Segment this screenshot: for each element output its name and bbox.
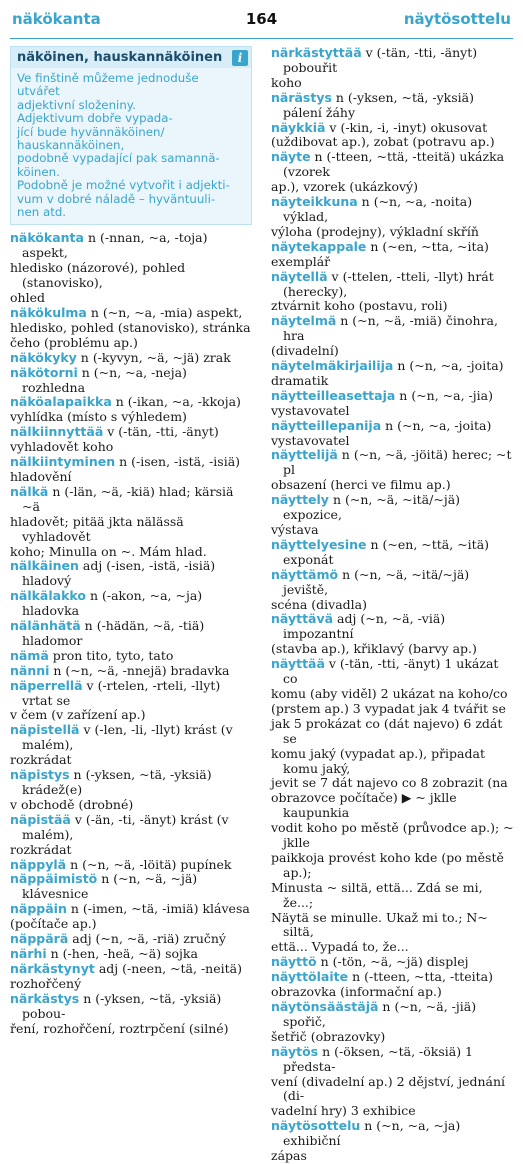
entry-line: näppylä n (~n, ~ä, -löitä) pupínek <box>10 856 232 872</box>
entry-line: scéna (divadla) <box>271 596 368 612</box>
info-line: vum v dobré náladě – hyväntuuli- <box>17 191 216 206</box>
headword: näyteikkuna <box>271 194 358 210</box>
headword: näpistellä <box>10 722 80 738</box>
entry-line: närästys n (-yksen, ~tä, -yksiä) pálení žáhy <box>271 89 474 120</box>
entry-line: vení (divadelní ap.) 2 dějství, jednání (di- <box>271 1073 506 1104</box>
headword: närkästys <box>10 990 80 1006</box>
entry-line: jak 5 prokázat co (dát najevo) 6 zdát se <box>271 715 503 746</box>
headword: näperrellä <box>10 677 83 693</box>
entry-line: šetřič (obrazovky) <box>271 1028 386 1044</box>
headword: näkökulma <box>10 305 87 320</box>
info-box-title: näköinen, hauskannäköinen <box>17 50 223 65</box>
entry-line: exemplář <box>271 253 331 269</box>
entry-list-right <box>271 46 515 1164</box>
entry-line: dramatik <box>271 372 329 388</box>
headword: nälkiinnyttää <box>10 424 104 440</box>
headword: näpistää <box>10 811 71 827</box>
headword: närkästynyt <box>10 960 95 976</box>
entry-line: vyhladovět koho <box>10 439 114 455</box>
entry-line: nälkälakko n (-akon, ~a, ~ja) hladovka <box>10 588 203 619</box>
entry-line: nänni n (~n, ~ä, -nnejä) bradavka <box>10 662 230 678</box>
entry-line: ztvárnit koho (postavu, roli) <box>271 298 448 314</box>
entry-line: näyttö n (-tön, ~ä, ~jä) displej <box>271 954 469 970</box>
entry-line: näperrellä v (-rtelen, -rteli, -llyt) vrtat se <box>10 677 221 708</box>
entry-line: näyteikkuna n (~n, ~a, -noita) výklad, <box>271 194 473 224</box>
headword: näyttämö <box>271 566 339 582</box>
headword: nälkiintyminen <box>10 454 116 470</box>
headword: näytekappale <box>271 238 367 254</box>
entry-line: että... Vypadá to, že... <box>271 939 409 955</box>
entry-line: näytös n (-öksen, ~tä, -öksiä) 1 předsta- <box>271 1043 474 1074</box>
info-line: jící bude hyvännäköinen/ <box>17 124 165 139</box>
entry-line: näkökyky n (-kyvyn, ~ä, ~jä) zrak <box>10 349 231 365</box>
info-line: Ve finštině můžeme jednoduše utvářet <box>17 71 199 99</box>
entry-line: výstava <box>271 522 319 537</box>
entry-line: koho; Minulla on ~. Mám hlad. <box>10 543 207 559</box>
headword: näppäimistö <box>10 871 98 887</box>
entry-line: nälkä n (-län, ~ä, -kiä) hlad; kärsiä ~ä <box>10 483 234 514</box>
right-column <box>271 46 515 1164</box>
entry-line: näyttölaite n (-tteen, ~tta, -tteita) <box>271 969 493 985</box>
entry-line: obsazení (herci ve filmu ap.) <box>271 477 451 493</box>
headword: närhi <box>10 945 47 961</box>
entry-line: hledisko (názorové), pohled (stanovisko), <box>10 260 186 291</box>
entry-line: vodit koho po městě (průvodce ap.); ~ jkllе <box>271 820 514 851</box>
headword: näytösottelu <box>271 1118 361 1134</box>
entry-line: ohled <box>10 290 45 306</box>
entry-line: näppärä adj (~n, ~ä, -riä) zručný <box>10 931 226 947</box>
entry-line: vadelní hry) 3 exhibice <box>271 1103 416 1119</box>
headword: nälänhätä <box>10 618 81 634</box>
entry-line: vystavovatel <box>271 432 350 448</box>
headword: näytelmäkirjailija <box>271 358 394 374</box>
entry-line: näytelmä n (~n, ~ä, -miä) činohra, hra <box>271 313 498 344</box>
headword: näppylä <box>10 856 67 872</box>
entry-line: näkökulma n (~n, ~a, -mia) aspekt, <box>10 305 243 320</box>
entry-line: (divadelní) <box>271 343 339 359</box>
entry-line: näytekappale n (~en, ~tta, ~ita) <box>271 238 489 254</box>
headword: näkötorni <box>10 364 78 380</box>
entry-line: näyttelijä n (~n, ~ä, -jöitä) herec; ~t pl <box>271 447 512 478</box>
entry-line: näytönsäästäjä n (~n, ~ä, -jiä) spořič, <box>271 999 477 1029</box>
headword: näköalapaikka <box>10 394 112 410</box>
headword: näytteilleasettaja <box>271 387 396 403</box>
entry-line: näpistellä v (-len, -li, -llyt) krást (v malém), <box>10 722 233 753</box>
entry-line: vystavovatel <box>271 402 350 418</box>
entry-line: obrazovka (informační ap.) <box>271 984 442 1000</box>
entry-line: nälkiintyminen n (-isen, -istä, -isiä) <box>10 454 241 470</box>
entry-line: näytteilleasettaja n (~n, ~a, -jia) <box>271 387 493 403</box>
entry-line: nälänhätä n (-hädän, ~ä, -tiä) hladomor <box>10 618 205 648</box>
entry-line: hledisko, pohled (stanovisko), stránka <box>10 319 251 335</box>
entry-line: hladovění <box>10 468 72 484</box>
info-box <box>10 46 252 225</box>
entry-line: näyte n (-tteen, ~ttä, -tteitä) ukázka (vzorek <box>271 149 505 180</box>
entry-line: jevit se 7 dát najevo co 8 zobrazit (na <box>271 775 508 791</box>
entry-line: näyttely n (~n, ~ä, ~itä/~jä) expozice, <box>271 492 461 523</box>
info-line: podobně vypadající pak samannä- <box>17 151 220 166</box>
entry-line: (uždibovat ap.), zobat (potravu ap.) <box>271 134 495 150</box>
entry-line: hladovět; pitää jkta nälässä vyhladovět <box>10 513 184 544</box>
entry-line: obrazovce počítače) ▶ ~ jklle kaupunkia <box>271 790 457 821</box>
entry-line: Näytä se minulle. Ukaž mi to.; N~ siltä, <box>271 909 488 940</box>
entry-line: näytellä v (-ttelen, -tteli, -llyt) hrát (herecky), <box>271 268 494 299</box>
info-box-header <box>11 47 251 68</box>
headword: näpistys <box>10 767 70 783</box>
headword: näyttölaite <box>271 969 349 985</box>
entry-line: näkötorni n (~n, ~a, -neja) rozhledna <box>10 364 187 395</box>
page-header <box>0 10 523 36</box>
entry-line: zápas <box>271 1148 307 1164</box>
info-line: köinen. <box>17 164 60 179</box>
headword: näytönsäästäjä <box>271 999 379 1014</box>
info-line: Podobně je možné vytvořit i adjekti- <box>17 178 230 193</box>
headword: näyttelyesine <box>271 536 367 552</box>
headword: nälkälakko <box>10 588 86 604</box>
headword: näyttely <box>271 492 329 508</box>
headword: nämä <box>10 647 49 663</box>
headword: näppäin <box>10 901 67 917</box>
right-guide-word: näytösottelu <box>403 10 511 28</box>
entry-line: närkästyttää v (-tän, -tti, -änyt) pobouřit <box>271 45 478 75</box>
headword: näppärä <box>10 931 69 947</box>
entry-line: komu (aby viděl) 2 ukázat na koho/co <box>271 685 508 701</box>
entry-line: rozkrádat <box>10 841 72 857</box>
entry-line: v čem (v zařízení ap.) <box>10 707 146 723</box>
entry-line: näpistää v (-än, -ti, -änyt) krást (v malém), <box>10 811 229 842</box>
info-line: Adjektivum dobře vypada- <box>17 111 173 126</box>
headword: närästys <box>271 89 332 105</box>
headword: närkästyttää <box>271 45 362 60</box>
entry-line: nämä pron tito, tyto, tato <box>10 647 174 663</box>
entry-line: närkästynyt adj (-neen, ~tä, -neitä) <box>10 960 242 976</box>
entry-line: näyttämö n (~n, ~ä, ~itä/~jä) jeviště, <box>271 566 470 597</box>
headword: näytellä <box>271 268 328 284</box>
entry-line: näytelmäkirjailija n (~n, ~a, -joita) <box>271 358 504 374</box>
entry-line: (počítače ap.) <box>10 916 97 932</box>
entry-line: (prstem ap.) 3 vypadat jak 4 tvářit se <box>271 700 506 716</box>
headword: näykkiä <box>271 119 326 135</box>
entry-line: komu jaký (vypadat ap.), připadat komu jaký, <box>271 745 485 776</box>
entry-line: vyhlídka (místo s výhledem) <box>10 409 187 425</box>
entry-line: närkästys n (-yksen, ~tä, -yksiä) pobou- <box>10 990 222 1021</box>
headword: näkökyky <box>10 349 77 365</box>
entry-line: rozkrádat <box>10 752 72 768</box>
entry-line: näytösottelu n (~n, ~a, ~ja) exhibiční <box>271 1118 461 1149</box>
entry-line: näpistys n (-yksen, ~tä, -yksiä) krádež(e) <box>10 767 212 797</box>
entry-line: näköalapaikka n (-ikan, ~a, -kkoja) <box>10 394 241 410</box>
headword: nälkä <box>10 483 49 499</box>
entry-line: näyttävä adj (~n, ~ä, -viä) impozantní <box>271 611 446 642</box>
entry-line: nälkäinen adj (-isen, -istä, -isiä) hladový <box>10 558 216 589</box>
headword: näyttävä <box>271 611 334 627</box>
entry-line: čeho (problému ap.) <box>10 334 138 350</box>
entry-line: (stavba ap.), křiklavý (barvy ap.) <box>271 641 477 657</box>
entry-line: výloha (prodejny), výkladní skříň <box>271 223 479 239</box>
entry-line: rozhořčený <box>10 975 82 991</box>
entry-line: närhi n (-hen, -heä, ~ä) sojka <box>10 945 198 961</box>
entry-line: näyttelyesine n (~en, ~ttä, ~itä) exponát <box>271 536 490 567</box>
entry-line: Minusta ~ siltä, että... Zdá se mi, že...; <box>271 879 483 910</box>
entry-line: v obchodě (drobné) <box>10 796 134 812</box>
entry-line: paikkoja provést koho kde (po městě ap.); <box>271 849 504 880</box>
entry-line: nälkiinnyttää v (-tän, -tti, -änyt) <box>10 424 219 440</box>
entry-line: koho <box>271 74 302 90</box>
entry-line: ap.), vzorek (ukázkový) <box>271 179 418 195</box>
headword: näyttää <box>271 656 325 672</box>
entry-list-left <box>10 231 252 1036</box>
headword: näytös <box>271 1043 319 1059</box>
page-number: 164 <box>245 10 278 28</box>
info-line: adjektivní složeniny. <box>17 97 136 112</box>
headword: nänni <box>10 662 50 678</box>
info-line: nen atd. <box>17 205 67 220</box>
entry-line: näppäimistö n (~n, ~ä, ~jä) klávesnice <box>10 871 198 902</box>
headword: näkökanta <box>10 230 84 246</box>
headword: nälkäinen <box>10 558 79 574</box>
headword: näytelmä <box>271 313 337 329</box>
headword: näyte <box>271 149 311 165</box>
header-rule <box>10 38 513 39</box>
entry-line: näykkiä v (-kin, -i, -inyt) okusovat <box>271 119 488 135</box>
entry-line: näytteillepanija n (~n, ~a, -joita) <box>271 417 492 433</box>
info-box-body <box>11 68 251 224</box>
entry-line: näyttää v (-tän, -tti, -änyt) 1 ukázat co <box>271 656 499 687</box>
entry-line: näkökanta n (-nnan, ~a, -toja) aspekt, <box>10 230 208 261</box>
left-column <box>10 46 252 1036</box>
info-icon: i <box>232 50 248 66</box>
headword: näytteillepanija <box>271 417 382 433</box>
entry-line: ření, rozhořčení, roztrpčení (silné) <box>10 1020 229 1036</box>
left-guide-word: näkökanta <box>12 10 101 28</box>
entry-line: näppäin n (-imen, ~tä, -imiä) klávesa <box>10 901 250 917</box>
info-line: hauskannäköinen, <box>17 138 125 153</box>
headword: näyttelijä <box>271 447 338 463</box>
headword: näyttö <box>271 954 317 970</box>
